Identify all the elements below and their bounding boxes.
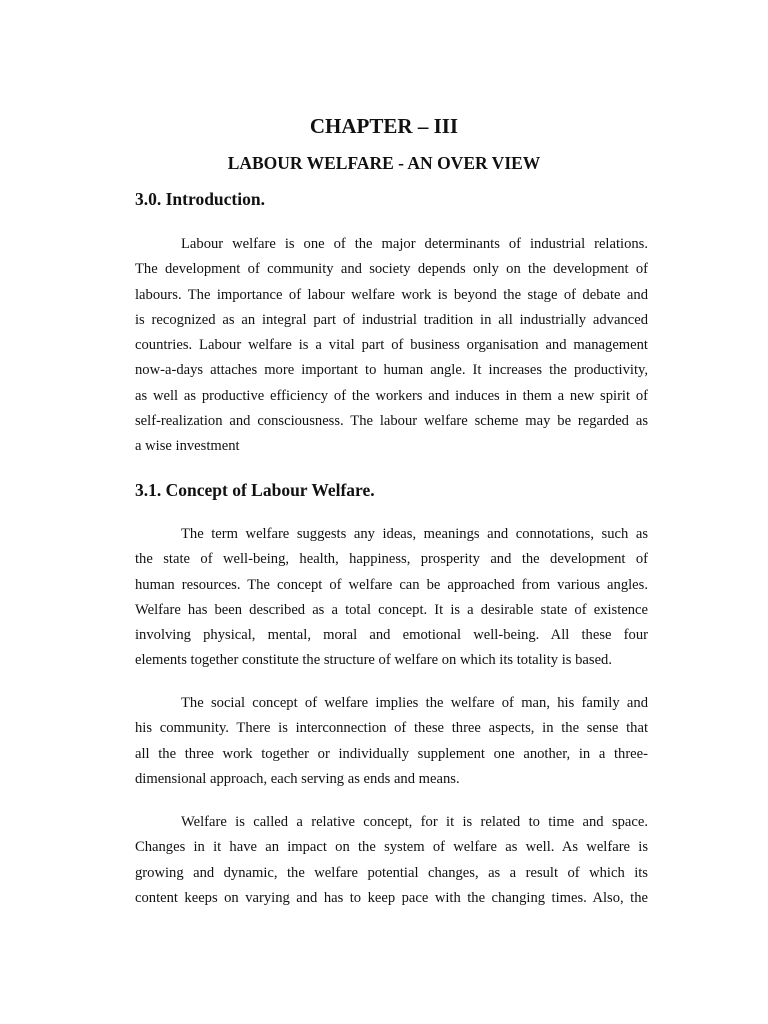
paragraph-line: Changes in it have an impact on the system of welfare as well. As welfare is xyxy=(135,839,648,856)
paragraph-line: growing and dynamic, the welfare potential changes, as a result of which its xyxy=(135,864,648,881)
paragraph-line: his community. There is interconnection of these three aspects, in the sense that xyxy=(135,720,648,737)
paragraph-line: The social concept of welfare implies the welfare of man, his family and xyxy=(181,695,648,711)
paragraph-line: all the three work together or individually supplement one another, in a three- xyxy=(135,745,648,762)
paragraph-line: Welfare is called a relative concept, for it is related to time and space. xyxy=(181,814,648,830)
chapter-subtitle: LABOUR WELFARE - AN OVER VIEW xyxy=(227,153,541,173)
section-heading-concept: 3.1. Concept of Labour Welfare. xyxy=(135,480,375,500)
paragraph-line: is recognized as an integral part of industrial tradition in all industrially advanced xyxy=(135,311,648,328)
paragraph-line: involving physical, mental, moral and emotional well-being. All these four xyxy=(135,627,648,644)
paragraph-line: The development of community and society depends only on the development of xyxy=(135,261,648,278)
paragraph-introduction xyxy=(135,232,648,460)
paragraph-line: as well as productive efficiency of the workers and induces in them a new spirit of xyxy=(135,387,648,404)
paragraph-line: elements together constitute the structure of welfare on which its totality is based. xyxy=(135,652,612,669)
paragraph-line: dimensional approach, each serving as ends and means. xyxy=(135,770,460,787)
paragraph-concept-1 xyxy=(135,522,648,674)
paragraph-line: countries. Labour welfare is a vital part of business organisation and management xyxy=(135,337,648,354)
paragraph-line: self-realization and consciousness. The labour welfare scheme may be regarded as xyxy=(135,413,648,430)
paragraph-line: The term welfare suggests any ideas, meanings and connotations, such as xyxy=(181,526,648,542)
paragraph-line: Welfare has been described as a total concept. It is a desirable state of existence xyxy=(135,601,648,618)
paragraph-line: human resources. The concept of welfare can be approached from various angles. xyxy=(135,576,648,593)
section-heading-introduction: 3.0. Introduction. xyxy=(135,189,265,209)
paragraph-line: Labour welfare is one of the major determinants of industrial relations. xyxy=(181,236,648,252)
paragraph-line: now-a-days attaches more important to human angle. It increases the productivity, xyxy=(135,362,648,379)
paragraph-line: a wise investment xyxy=(135,438,240,455)
paragraph-concept-2 xyxy=(135,691,648,792)
paragraph-line: content keeps on varying and has to keep pace with the changing times. Also, the xyxy=(135,889,648,906)
paragraph-concept-3 xyxy=(135,810,648,911)
chapter-title: CHAPTER – III xyxy=(309,114,459,138)
paragraph-line: labours. The importance of labour welfare work is beyond the stage of debate and xyxy=(135,286,648,303)
paragraph-line: the state of well-being, health, happiness, prosperity and the development of xyxy=(135,551,648,568)
